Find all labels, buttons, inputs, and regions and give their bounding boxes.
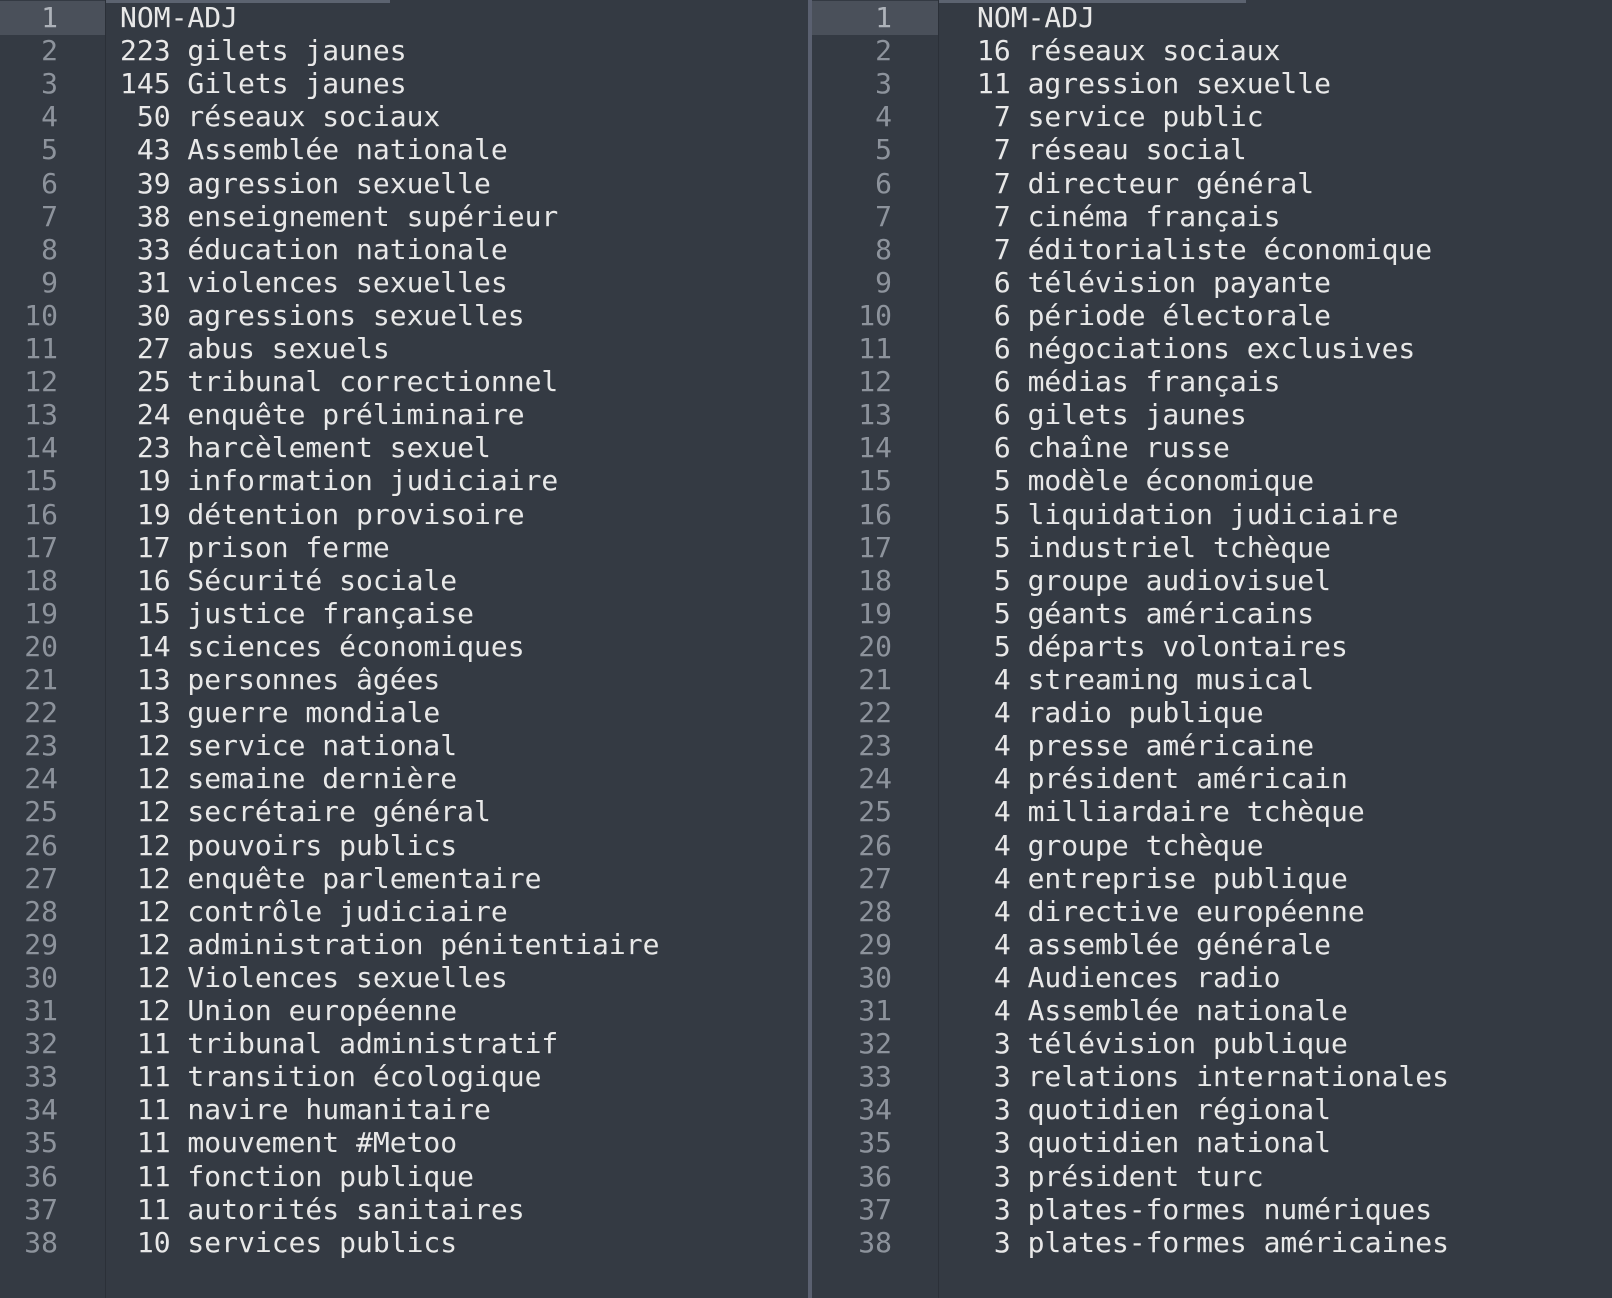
editor-line[interactable] bbox=[0, 133, 808, 167]
editor-line[interactable] bbox=[0, 498, 808, 532]
editor-line[interactable] bbox=[0, 67, 808, 101]
line-number: 30 bbox=[858, 960, 892, 994]
line-number: 24 bbox=[24, 762, 58, 796]
line-number: 3 bbox=[875, 67, 892, 101]
editor-line[interactable] bbox=[812, 961, 1612, 995]
line-text[interactable]: 30 agressions sexuelles bbox=[120, 298, 525, 332]
line-text[interactable]: 3 quotidien national bbox=[977, 1126, 1332, 1160]
editor-line[interactable] bbox=[0, 795, 808, 829]
editor-line[interactable] bbox=[0, 167, 808, 201]
editor-line[interactable] bbox=[0, 1226, 808, 1260]
editor-line[interactable] bbox=[812, 729, 1612, 763]
editor-line[interactable] bbox=[812, 795, 1612, 829]
editor-line[interactable] bbox=[0, 994, 808, 1028]
line-number: 32 bbox=[858, 1027, 892, 1061]
line-number: 8 bbox=[875, 232, 892, 266]
line-number: 36 bbox=[858, 1159, 892, 1193]
line-number: 22 bbox=[24, 696, 58, 730]
line-number: 10 bbox=[24, 298, 58, 332]
editor-line[interactable] bbox=[812, 762, 1612, 796]
line-text[interactable]: 12 enquête parlementaire bbox=[120, 861, 542, 895]
line-text[interactable]: 6 médias français bbox=[977, 365, 1281, 399]
editor-line[interactable] bbox=[812, 34, 1612, 68]
line-number: 38 bbox=[24, 1225, 58, 1259]
line-number: 18 bbox=[858, 563, 892, 597]
editor-line[interactable] bbox=[0, 100, 808, 134]
line-number: 12 bbox=[24, 365, 58, 399]
line-text[interactable]: 39 agression sexuelle bbox=[120, 166, 491, 200]
editor-line[interactable] bbox=[0, 332, 808, 366]
editor-line[interactable] bbox=[812, 365, 1612, 399]
line-text[interactable]: 6 négociations exclusives bbox=[977, 332, 1416, 365]
editor-line[interactable] bbox=[0, 895, 808, 929]
line-text[interactable]: 11 mouvement #Metoo bbox=[120, 1126, 458, 1160]
line-number: 14 bbox=[24, 431, 58, 465]
line-number: 4 bbox=[875, 100, 892, 134]
editor-line[interactable] bbox=[812, 663, 1612, 697]
editor-line[interactable] bbox=[0, 1160, 808, 1194]
line-number: 31 bbox=[858, 994, 892, 1027]
line-number: 4 bbox=[41, 100, 58, 134]
line-text[interactable]: 5 départs volontaires bbox=[977, 629, 1348, 663]
editor-line[interactable] bbox=[812, 431, 1612, 465]
line-text[interactable]: 3 relations internationales bbox=[977, 1060, 1450, 1094]
line-number: 15 bbox=[858, 464, 892, 498]
line-number: 35 bbox=[858, 1126, 892, 1160]
editor-line[interactable] bbox=[812, 464, 1612, 498]
editor-line[interactable] bbox=[812, 498, 1612, 532]
editor-line[interactable] bbox=[0, 299, 808, 333]
line-text[interactable]: 13 personnes âgées bbox=[120, 663, 441, 696]
line-number: 2 bbox=[875, 34, 892, 68]
line-text[interactable]: 33 éducation nationale bbox=[120, 232, 508, 266]
line-text[interactable]: 16 réseaux sociaux bbox=[977, 34, 1281, 68]
line-text[interactable]: 12 service national bbox=[120, 729, 458, 763]
line-text[interactable]: 12 contrôle judiciaire bbox=[120, 894, 508, 928]
line-number: 21 bbox=[858, 663, 892, 696]
line-number: 37 bbox=[858, 1192, 892, 1226]
editor-line[interactable] bbox=[812, 200, 1612, 234]
line-number: 33 bbox=[24, 1060, 58, 1094]
line-text[interactable]: 7 cinéma français bbox=[977, 199, 1281, 233]
line-number: 11 bbox=[858, 332, 892, 365]
line-number: 3 bbox=[41, 67, 58, 101]
line-text[interactable]: 3 quotidien régional bbox=[977, 1093, 1332, 1127]
line-number: 2 bbox=[41, 34, 58, 68]
line-number: 32 bbox=[24, 1027, 58, 1061]
line-number: 1 bbox=[875, 1, 892, 34]
line-number: 9 bbox=[41, 265, 58, 299]
line-text[interactable]: NOM-ADJ bbox=[977, 1, 1096, 34]
line-text[interactable]: 11 transition écologique bbox=[120, 1060, 542, 1094]
line-number: 6 bbox=[875, 166, 892, 200]
line-number: 29 bbox=[858, 927, 892, 961]
line-text[interactable]: 4 Assemblée nationale bbox=[977, 994, 1348, 1027]
line-number: 37 bbox=[24, 1192, 58, 1226]
line-text[interactable]: 31 violences sexuelles bbox=[120, 265, 508, 299]
editor-line[interactable] bbox=[812, 67, 1612, 101]
editor-line[interactable] bbox=[0, 464, 808, 498]
editor-line[interactable] bbox=[812, 1226, 1612, 1260]
line-text[interactable]: 23 harcèlement sexuel bbox=[120, 431, 491, 465]
line-number: 19 bbox=[858, 596, 892, 630]
line-text[interactable]: 5 groupe audiovisuel bbox=[977, 563, 1332, 597]
line-number: 34 bbox=[24, 1093, 58, 1127]
line-number: 8 bbox=[41, 232, 58, 266]
editor-line[interactable] bbox=[0, 1093, 808, 1127]
line-text[interactable]: 3 président turc bbox=[977, 1159, 1264, 1193]
line-text[interactable]: 4 radio publique bbox=[977, 696, 1264, 730]
line-number: 13 bbox=[858, 398, 892, 432]
editor-line[interactable] bbox=[812, 332, 1612, 366]
editor-line[interactable] bbox=[812, 696, 1612, 730]
line-number: 7 bbox=[875, 199, 892, 233]
line-number: 10 bbox=[858, 298, 892, 332]
editor-line[interactable] bbox=[812, 1093, 1612, 1127]
line-text[interactable]: 27 abus sexuels bbox=[120, 332, 390, 365]
line-number: 5 bbox=[875, 133, 892, 167]
line-number: 6 bbox=[41, 166, 58, 200]
line-number: 33 bbox=[858, 1060, 892, 1094]
line-number: 1 bbox=[41, 1, 58, 34]
editor-line[interactable] bbox=[0, 1060, 808, 1094]
line-number: 9 bbox=[875, 265, 892, 299]
line-number: 30 bbox=[24, 960, 58, 994]
editor-pane-right[interactable] bbox=[812, 0, 1612, 1298]
line-number: 26 bbox=[858, 828, 892, 862]
line-number: 20 bbox=[24, 629, 58, 663]
line-text[interactable]: 5 liquidation judiciaire bbox=[977, 497, 1399, 531]
line-text[interactable]: 4 Audiences radio bbox=[977, 960, 1281, 994]
editor-line[interactable] bbox=[812, 630, 1612, 664]
line-number: 27 bbox=[858, 861, 892, 895]
editor-line[interactable] bbox=[812, 928, 1612, 962]
editor-line[interactable] bbox=[812, 1193, 1612, 1227]
editor-line[interactable] bbox=[812, 895, 1612, 929]
line-text[interactable]: 4 milliardaire tchèque bbox=[977, 795, 1365, 829]
line-text[interactable]: 6 période électorale bbox=[977, 298, 1332, 332]
line-number: 20 bbox=[858, 629, 892, 663]
line-text[interactable]: 12 Union européenne bbox=[120, 994, 458, 1027]
line-text[interactable]: 4 presse américaine bbox=[977, 729, 1315, 763]
editor-line[interactable] bbox=[0, 696, 808, 730]
line-text[interactable]: 12 semaine dernière bbox=[120, 762, 458, 796]
editor-line[interactable] bbox=[812, 299, 1612, 333]
line-text[interactable]: 12 administration pénitentiaire bbox=[120, 927, 660, 961]
line-number: 15 bbox=[24, 464, 58, 498]
editor-line[interactable] bbox=[812, 133, 1612, 167]
editor-line[interactable] bbox=[0, 1193, 808, 1227]
line-text[interactable]: 7 directeur général bbox=[977, 166, 1315, 200]
line-text[interactable]: 15 justice française bbox=[120, 596, 475, 630]
line-text[interactable]: 43 Assemblée nationale bbox=[120, 133, 508, 167]
editor-line[interactable] bbox=[0, 233, 808, 267]
editor-line[interactable] bbox=[812, 266, 1612, 300]
editor-line[interactable] bbox=[812, 100, 1612, 134]
line-text[interactable]: 3 plates-formes numériques bbox=[977, 1192, 1433, 1226]
editor-line[interactable] bbox=[0, 729, 808, 763]
editor-line[interactable] bbox=[0, 630, 808, 664]
line-number: 16 bbox=[24, 497, 58, 531]
line-text[interactable]: 12 Violences sexuelles bbox=[120, 960, 508, 994]
line-number: 22 bbox=[858, 696, 892, 730]
line-text[interactable]: 19 détention provisoire bbox=[120, 497, 525, 531]
line-number: 23 bbox=[858, 729, 892, 763]
line-number: 36 bbox=[24, 1159, 58, 1193]
editor-line[interactable] bbox=[0, 398, 808, 432]
line-text[interactable]: 11 tribunal administratif bbox=[120, 1027, 559, 1061]
editor-line[interactable] bbox=[812, 862, 1612, 896]
line-text[interactable]: 4 président américain bbox=[977, 762, 1348, 796]
line-text[interactable]: 7 éditorialiste économique bbox=[977, 232, 1433, 266]
line-text[interactable]: 4 directive européenne bbox=[977, 894, 1365, 928]
editor-line[interactable] bbox=[0, 862, 808, 896]
editor-line[interactable] bbox=[0, 829, 808, 863]
line-text[interactable]: 6 chaîne russe bbox=[977, 431, 1230, 465]
line-text[interactable]: 7 réseau social bbox=[977, 133, 1247, 167]
line-number: 25 bbox=[858, 795, 892, 829]
editor-line[interactable] bbox=[812, 1, 1612, 35]
editor-line[interactable] bbox=[812, 167, 1612, 201]
line-text[interactable]: 4 streaming musical bbox=[977, 663, 1315, 696]
line-text[interactable]: 12 pouvoirs publics bbox=[120, 828, 458, 862]
editor-line[interactable] bbox=[812, 233, 1612, 267]
line-text[interactable]: 11 autorités sanitaires bbox=[120, 1192, 525, 1226]
editor-line[interactable] bbox=[0, 597, 808, 631]
line-number: 5 bbox=[41, 133, 58, 167]
line-text[interactable]: 38 enseignement supérieur bbox=[120, 199, 559, 233]
editor-line[interactable] bbox=[812, 398, 1612, 432]
line-text[interactable]: 12 secrétaire général bbox=[120, 795, 491, 829]
editor-line[interactable] bbox=[0, 365, 808, 399]
editor-line[interactable] bbox=[812, 829, 1612, 863]
editor-line[interactable] bbox=[0, 34, 808, 68]
line-text[interactable]: 4 entreprise publique bbox=[977, 861, 1348, 895]
editor-line[interactable] bbox=[0, 1126, 808, 1160]
line-number: 13 bbox=[24, 398, 58, 432]
editor-line[interactable] bbox=[812, 564, 1612, 598]
editor-line[interactable] bbox=[812, 994, 1612, 1028]
line-number: 28 bbox=[858, 894, 892, 928]
editor-line[interactable] bbox=[0, 928, 808, 962]
line-number: 29 bbox=[24, 927, 58, 961]
editor-line[interactable] bbox=[0, 961, 808, 995]
line-number: 17 bbox=[858, 530, 892, 564]
line-number: 19 bbox=[24, 596, 58, 630]
editor-line[interactable] bbox=[0, 762, 808, 796]
editor-line[interactable] bbox=[0, 266, 808, 300]
line-text[interactable]: 17 prison ferme bbox=[120, 530, 390, 564]
line-text[interactable]: 19 information judiciaire bbox=[120, 464, 559, 498]
line-number: 12 bbox=[858, 365, 892, 399]
line-number: 35 bbox=[24, 1126, 58, 1160]
line-text[interactable]: 5 géants américains bbox=[977, 596, 1315, 630]
editor-line[interactable] bbox=[0, 1027, 808, 1061]
line-number: 18 bbox=[24, 563, 58, 597]
line-number: 25 bbox=[24, 795, 58, 829]
line-number: 34 bbox=[858, 1093, 892, 1127]
editor-line[interactable] bbox=[812, 1126, 1612, 1160]
line-text[interactable]: 145 Gilets jaunes bbox=[120, 67, 407, 101]
line-number: 27 bbox=[24, 861, 58, 895]
line-text[interactable]: 14 sciences économiques bbox=[120, 629, 525, 663]
line-text[interactable]: 10 services publics bbox=[120, 1225, 458, 1259]
editor-line[interactable] bbox=[0, 663, 808, 697]
line-number: 24 bbox=[858, 762, 892, 796]
line-text[interactable]: 4 groupe tchèque bbox=[977, 828, 1264, 862]
editor-line[interactable] bbox=[812, 1160, 1612, 1194]
line-text[interactable]: 16 Sécurité sociale bbox=[120, 563, 458, 597]
line-number: 21 bbox=[24, 663, 58, 696]
line-number: 26 bbox=[24, 828, 58, 862]
line-text[interactable]: 25 tribunal correctionnel bbox=[120, 365, 559, 399]
line-text[interactable]: 6 télévision payante bbox=[977, 265, 1332, 299]
line-text[interactable]: 223 gilets jaunes bbox=[120, 34, 407, 68]
line-number: 11 bbox=[24, 332, 58, 365]
line-number: 31 bbox=[24, 994, 58, 1027]
editor-line[interactable] bbox=[0, 1, 808, 35]
editor-line[interactable] bbox=[812, 1027, 1612, 1061]
line-text[interactable]: 5 industriel tchèque bbox=[977, 530, 1332, 564]
line-number: 38 bbox=[858, 1225, 892, 1259]
line-text[interactable]: 7 service public bbox=[977, 100, 1264, 134]
line-text[interactable]: 11 navire humanitaire bbox=[120, 1093, 491, 1127]
editor-line[interactable] bbox=[0, 531, 808, 565]
editor-line[interactable] bbox=[812, 1060, 1612, 1094]
line-number: 14 bbox=[858, 431, 892, 465]
line-text[interactable]: 13 guerre mondiale bbox=[120, 696, 441, 730]
line-text[interactable]: 3 télévision publique bbox=[977, 1027, 1348, 1061]
line-number: 7 bbox=[41, 199, 58, 233]
line-text[interactable]: 3 plates-formes américaines bbox=[977, 1225, 1450, 1259]
line-number: 23 bbox=[24, 729, 58, 763]
line-number: 28 bbox=[24, 894, 58, 928]
line-text[interactable]: NOM-ADJ bbox=[120, 1, 239, 34]
line-text[interactable]: 6 gilets jaunes bbox=[977, 398, 1247, 432]
editor-line[interactable] bbox=[0, 200, 808, 234]
line-text[interactable]: 50 réseaux sociaux bbox=[120, 100, 441, 134]
line-text[interactable]: 24 enquête préliminaire bbox=[120, 398, 525, 432]
editor-line[interactable] bbox=[812, 531, 1612, 565]
editor-line[interactable] bbox=[0, 564, 808, 598]
line-number: 17 bbox=[24, 530, 58, 564]
editor-line[interactable] bbox=[812, 597, 1612, 631]
line-text[interactable]: 11 agression sexuelle bbox=[977, 67, 1332, 101]
line-text[interactable]: 11 fonction publique bbox=[120, 1159, 475, 1193]
line-text[interactable]: 5 modèle économique bbox=[977, 464, 1315, 498]
line-text[interactable]: 4 assemblée générale bbox=[977, 927, 1332, 961]
line-number: 16 bbox=[858, 497, 892, 531]
editor-line[interactable] bbox=[0, 431, 808, 465]
